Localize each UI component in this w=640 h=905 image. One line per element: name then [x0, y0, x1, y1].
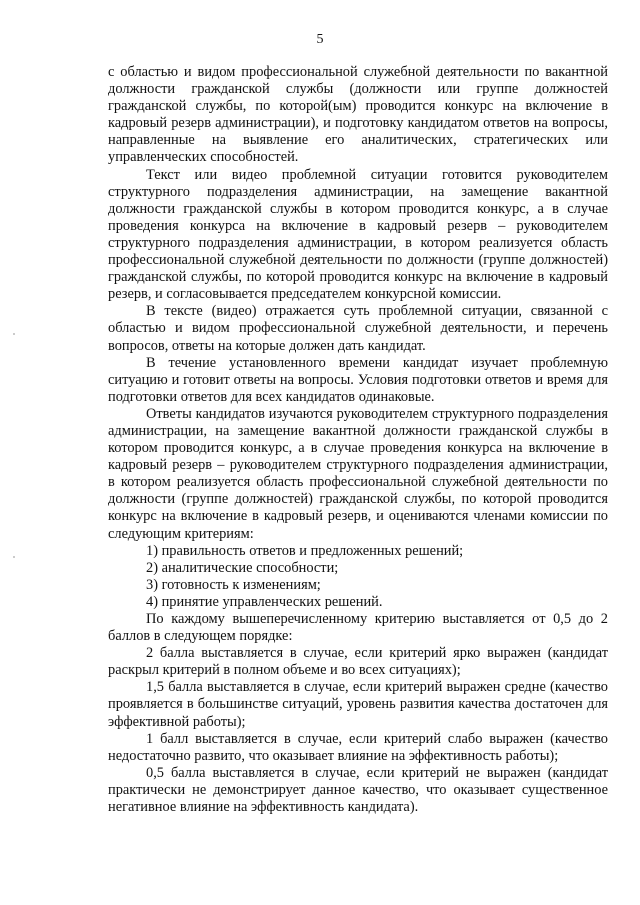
margin-mark	[13, 556, 15, 558]
paragraph-continuation: с областью и видом профессиональной служебной деятельности по вакантной должности гражданской службы (должности или группе должностей гражданской службы, по которой(ым) проводится конкурс на включение в кадровый резерв администрации), и подготовку кандидатом ответов на вопросы, направленные на выявление его аналитических, стратегических или управленческих способностей.	[108, 64, 608, 166]
paragraph-situation-text: Текст или видео проблемной ситуации готовится руководителем структурного подразделения администрации, на замещение вакантной должности гражданской службы в котором проводится конкурс, а в случае проведения конкурса на включение в кадровый резерв – руководителем структурного подразделения администрации, в котором реализуется область профессиональной служебной деятельности по должности (группе должностей) гражданской службы, по которой проводится конкурс на включение в кадровый резерв, и согласовывается председателем конкурсной комиссии.	[108, 166, 608, 303]
paragraph-preparation: В течение установленного времени кандидат изучает проблемную ситуацию и готовит ответы на вопросы. Условия подготовки ответов и время для подготовки ответов для всех кандидатов одинаковые.	[108, 354, 608, 405]
margin-mark	[13, 333, 15, 335]
paragraph-evaluation: Ответы кандидатов изучаются руководителем структурного подразделения администрации, на замещение вакантной должности гражданской службы в котором проводится конкурс, а в случае проведения конкурса на включение в кадровый резерв – руководителем структурного подразделения администрации, в котором реализуется область профессиональной служебной деятельности по должности (группе должностей) гражданской службы, по которой проводится конкурс на включение в кадровый резерв, и оцениваются членами комиссии по следующим критериям:	[108, 405, 608, 542]
criteria-item: 1) правильность ответов и предложенных решений;	[146, 542, 464, 559]
score-rule: 2 балла выставляется в случае, если критерий ярко выражен (кандидат раскрыл критерий в полном объеме и во всех ситуациях);	[108, 645, 608, 679]
page-number: 5	[316, 32, 324, 47]
criteria-item: 3) готовность к изменениям;	[146, 576, 321, 593]
score-rule: 1,5 балла выставляется в случае, если критерий выражен средне (качество проявляется в большинстве ситуаций, уровень развития качества достаточен для эффективной работы);	[108, 679, 608, 730]
criteria-item: 4) принятие управленческих решений.	[146, 593, 383, 610]
paragraph-scoring: По каждому вышеперечисленному критерию выставляется от 0,5 до 2 баллов в следующем порядке:	[108, 611, 608, 645]
paragraph-situation-content: В тексте (видео) отражается суть проблемной ситуации, связанной с областью и видом профессиональной служебной деятельности, и перечень вопросов, ответы на которые должен дать кандидат.	[108, 303, 608, 354]
score-rule: 1 балл выставляется в случае, если критерий слабо выражен (качество недостаточно развито, что оказывает влияние на эффективность работы);	[108, 730, 608, 764]
criteria-item: 2) аналитические способности;	[146, 559, 339, 576]
score-rule: 0,5 балла выставляется в случае, если критерий не выражен (кандидат практически не демонстрирует данное качество, что оказывает существенное негативное влияние на эффективность кандидата).	[108, 764, 608, 816]
document-body	[108, 64, 608, 816]
